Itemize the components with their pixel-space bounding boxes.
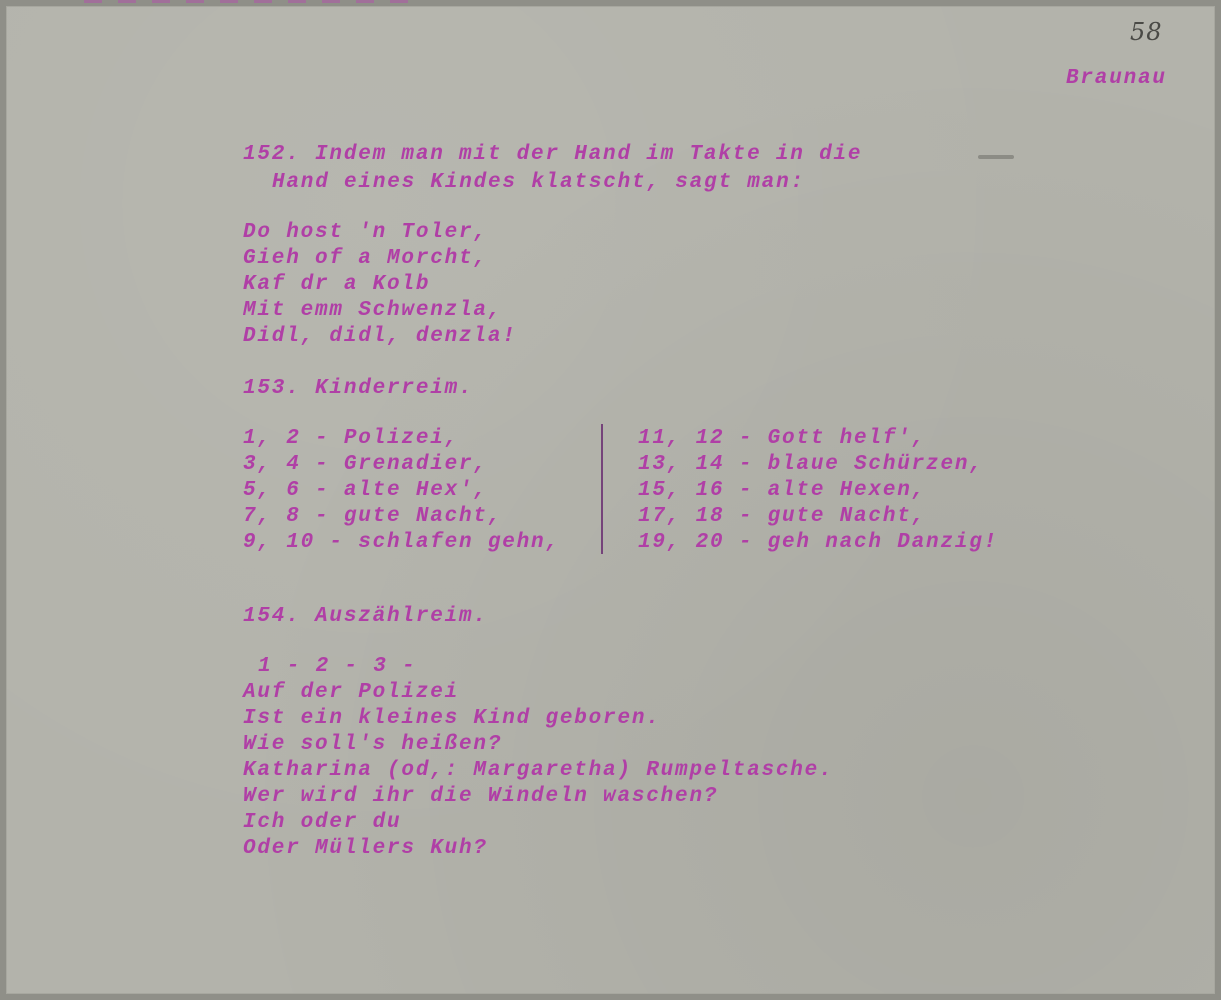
item-154-verse-line: Katharina (od,: Margaretha) Rumpeltasche. — [243, 759, 834, 782]
page-number: 58 — [1130, 18, 1163, 46]
item-153-right-line: 13, 14 - blaue Schürzen, — [638, 453, 984, 476]
item-153-left-line: 3, 4 - Grenadier, — [243, 453, 488, 476]
item-152-verse-line: Didl, didl, denzla! — [243, 325, 517, 348]
item-154-verse-line: Auf der Polizei — [243, 681, 460, 704]
item-152-verse-line: Do host 'n Toler, — [243, 221, 488, 244]
item-152-verse-line: Mit emm Schwenzla, — [243, 299, 503, 322]
item-153-left-line: 1, 2 - Polizei, — [243, 427, 460, 450]
item-154-verse-line: Oder Müllers Kuh? — [243, 837, 488, 860]
item-153-right-line: 11, 12 - Gott helf', — [638, 427, 927, 450]
column-divider — [601, 424, 603, 554]
item-153-heading: 153. Kinderreim. — [243, 377, 474, 400]
item-153-left-line: 7, 8 - gute Nacht, — [243, 505, 503, 528]
item-152-heading-line1: 152. Indem man mit der Hand im Takte in die — [243, 143, 863, 166]
item-154-verse-line: Ist ein kleines Kind geboren. — [243, 707, 661, 730]
item-152-verse-line: Gieh of a Morcht, — [243, 247, 488, 270]
item-153-right-line: 19, 20 - geh nach Danzig! — [638, 531, 999, 554]
place-label: Braunau — [1066, 67, 1167, 90]
item-153-right-line: 17, 18 - gute Nacht, — [638, 505, 927, 528]
top-edge-ink-marks — [84, 0, 414, 3]
item-154-count: 1 - 2 - 3 - — [258, 655, 417, 678]
item-154-verse-line: Wie soll's heißen? — [243, 733, 503, 756]
item-153-right-line: 15, 16 - alte Hexen, — [638, 479, 927, 502]
item-154-heading: 154. Auszählreim. — [243, 605, 488, 628]
item-153-left-line: 9, 10 - schlafen gehn, — [243, 531, 560, 554]
item-153-left-line: 5, 6 - alte Hex', — [243, 479, 488, 502]
item-152-heading-line2: Hand eines Kindes klatscht, sagt man: — [272, 171, 805, 194]
pencil-dash-mark — [978, 155, 1014, 159]
item-154-verse-line: Ich oder du — [243, 811, 402, 834]
item-152-verse-line: Kaf dr a Kolb — [243, 273, 431, 296]
item-154-verse-line: Wer wird ihr die Windeln waschen? — [243, 785, 719, 808]
